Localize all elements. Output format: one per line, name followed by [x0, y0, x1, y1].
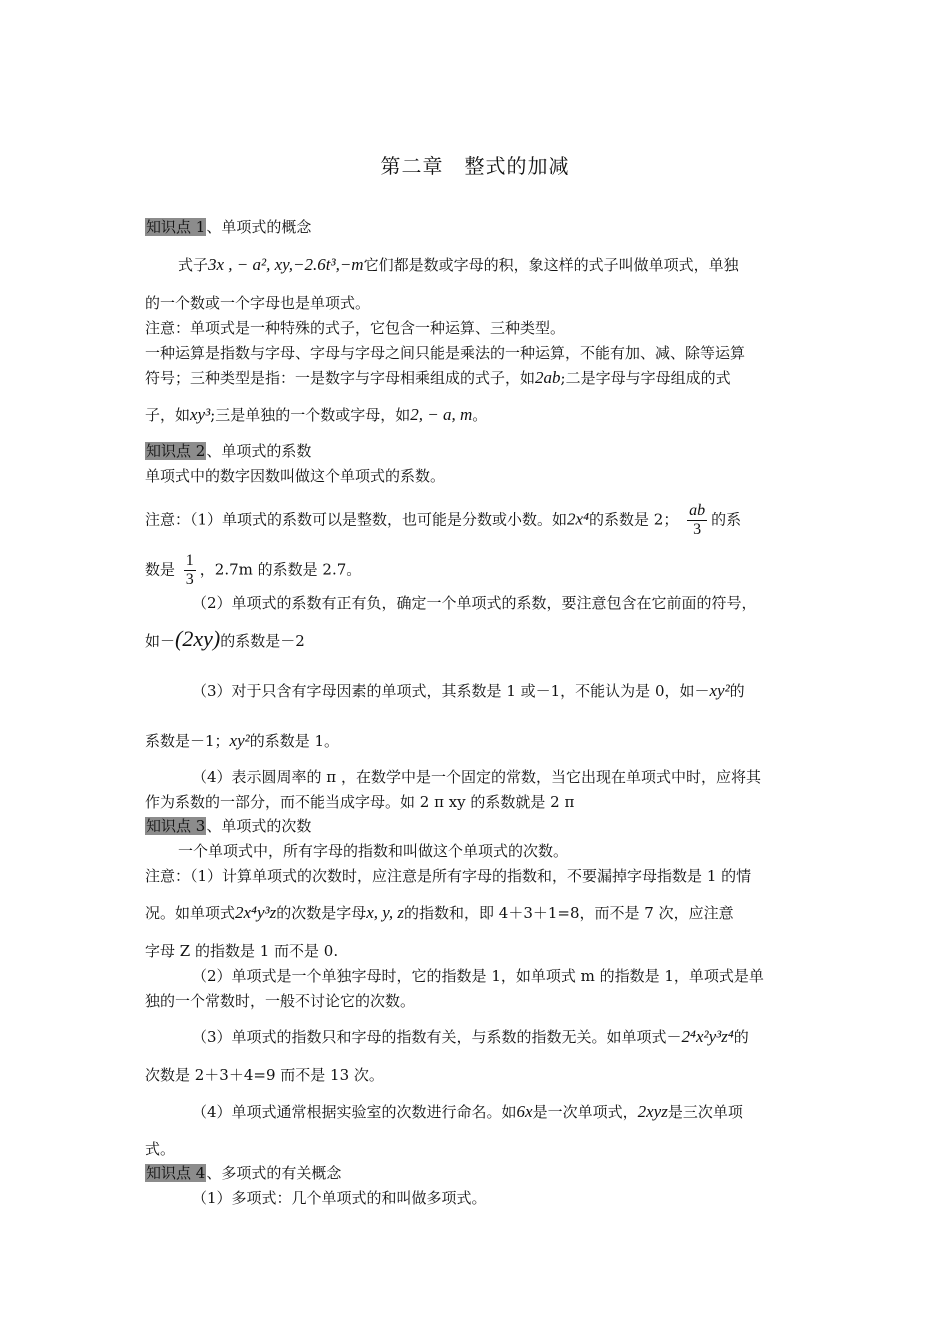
- paragraph: 子，如xy³;三是单独的一个数或字母，如2, − a, m。: [145, 405, 488, 424]
- paragraph: 一种运算是指数与字母、字母与字母之间只能是乘法的一种运算，不能有加、减、除等运算: [145, 344, 746, 362]
- note: 数是 $\frac{1}{3}$ ，2.7m 的系数是 2.7。: [145, 552, 362, 588]
- note: 注意：单项式是一种特殊的式子，它包含一种运算、三种类型。: [145, 319, 566, 337]
- section-3-heading: 知识点 3、单项式的次数: [146, 817, 312, 835]
- math-expression: xy³: [190, 405, 211, 424]
- section-1-heading: 知识点 1、单项式的概念: [146, 218, 312, 236]
- note: （2）单项式的系数有正有负，确定一个单项式的系数，要注意包含在它前面的符号，: [192, 594, 757, 612]
- definition: 一个单项式中，所有字母的指数和叫做这个单项式的次数。: [178, 842, 569, 860]
- math-expression: 2ab: [535, 368, 561, 387]
- note: 次数是 2＋3＋4=9 而不是 13 次。: [145, 1066, 384, 1084]
- note: （3）单项式的指数只和字母的指数有关，与系数的指数无关。如单项式－2⁴x²y³z⁴的: [192, 1027, 749, 1046]
- math-expression: 2x⁴: [567, 509, 590, 529]
- math-expression: 2, − a, m: [410, 405, 473, 424]
- math-expression: 2xyz: [637, 1102, 668, 1121]
- note: 注意：（1）单项式的系数可以是整数，也可能是分数或小数。如2x⁴的系数是 2； $\frac{ab}{3}$ 的系: [145, 502, 742, 538]
- note: （4）单项式通常根据实验室的次数进行命名。如6x是一次单项式，2xyz是三次单项: [192, 1102, 743, 1121]
- note: 独的一个常数时，一般不讨论它的次数。: [145, 992, 416, 1010]
- section-2-heading: 知识点 2、单项式的系数: [146, 442, 312, 460]
- fraction: $\frac{ab}{3}$: [689, 502, 706, 538]
- math-expression: xy²: [229, 731, 250, 750]
- note: 注意：（1）计算单项式的次数时，应注意是所有字母的指数和，不要漏掉字母指数是 1 的情: [145, 867, 752, 885]
- math-expression: 6x: [516, 1102, 533, 1121]
- paragraph: 符号；三种类型是指：一是数字与字母相乘组成的式子，如2ab;二是字母与字母组成的式: [145, 368, 731, 387]
- note: 系数是－1；xy²的系数是 1。: [145, 731, 340, 750]
- knowledge-point-tag: 知识点 1: [146, 218, 206, 236]
- math-expression: xy²: [709, 681, 730, 700]
- math-expression: 3x , − a², xy,−2.6t³,−m: [208, 255, 364, 274]
- knowledge-point-tag: 知识点 3: [146, 817, 206, 835]
- fraction: $\frac{1}{3}$: [185, 552, 194, 588]
- note: （3）对于只含有字母因素的单项式，其系数是 1 或－1，不能认为是 0，如－xy²的: [192, 681, 745, 700]
- math-expression: 2x⁴y³z: [235, 903, 277, 922]
- math-expression: 2⁴x²y³z⁴: [681, 1027, 734, 1046]
- paragraph: 式子3x , − a², xy,−2.6t³,−m它们都是数或字母的积，象这样的式子叫做单项式，单独: [178, 255, 739, 274]
- note: 况。如单项式2x⁴y³z的次数是字母x, y, z的指数和，即 4＋3＋1=8，而不是 7 次，应注意: [145, 903, 734, 922]
- definition: （1）多项式：几个单项式的和叫做多项式。: [192, 1189, 487, 1207]
- section-4-heading: 知识点 4、多项式的有关概念: [146, 1164, 342, 1182]
- note: （2）单项式是一个单独字母时，它的指数是 1，如单项式 m 的指数是 1，单项式是单: [192, 967, 764, 985]
- math-expression: x, y, z: [366, 903, 405, 922]
- chapter-title: 第二章 整式的加减: [380, 154, 570, 178]
- knowledge-point-tag: 知识点 4: [146, 1164, 206, 1182]
- math-expression: (2xy): [175, 626, 221, 651]
- note: 式。: [145, 1140, 176, 1158]
- note: 作为系数的一部分，而不能当成字母。如 2 π xy 的系数就是 2 π: [145, 793, 575, 811]
- note: 如－(2xy)的系数是－2: [145, 626, 305, 651]
- paragraph: 的一个数或一个字母也是单项式。: [145, 294, 371, 312]
- definition: 单项式中的数字因数叫做这个单项式的系数。: [145, 467, 446, 485]
- knowledge-point-tag: 知识点 2: [146, 442, 206, 460]
- note: （4）表示圆周率的 π ，在数学中是一个固定的常数，当它出现在单项式中时，应将其: [192, 768, 761, 786]
- note: 字母 Z 的指数是 1 而不是 0.: [145, 942, 339, 960]
